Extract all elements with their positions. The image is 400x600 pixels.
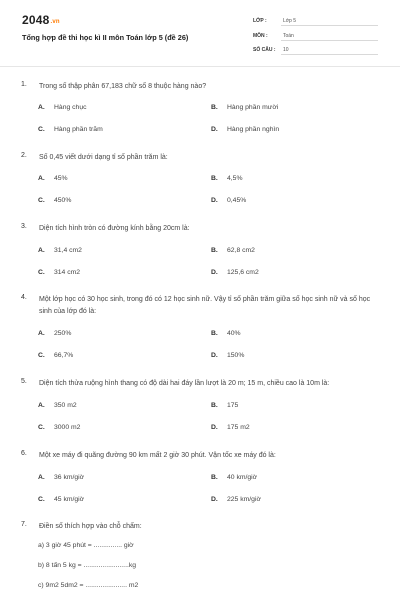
option-text: 4,5% [227, 175, 243, 182]
option-label: B. [211, 402, 218, 409]
question-number: 6. [21, 450, 27, 457]
option-text: 45% [54, 175, 68, 182]
document-header [0, 0, 400, 62]
option-c[interactable] [38, 126, 103, 133]
option-c[interactable] [38, 352, 73, 359]
question-text: Diện tích thửa ruộng hình thang có độ dài hai đáy lần lượt là 20 m; 15 m, chiều cao là 10m là: [39, 380, 330, 387]
option-text: Hàng phần mười [227, 104, 279, 111]
meta-value: Lớp 5 [283, 18, 297, 24]
option-label: B. [211, 104, 218, 111]
option-c[interactable] [38, 424, 80, 431]
page-title: Tổng hợp đề thi học kì II môn Toán lớp 5 (đề 26) [22, 33, 189, 42]
option-text: 450% [54, 197, 72, 204]
option-text: 45 km/giờ [54, 496, 85, 503]
question-number: 3. [21, 223, 27, 230]
question-text: Điền số thích hợp vào chỗ chấm: [39, 523, 142, 530]
fill-in-item-a: a) 3 giờ 45 phút = ............... giờ [38, 542, 134, 549]
option-label: C. [38, 197, 45, 204]
option-text: Hàng chục [54, 104, 87, 111]
option-label: D. [211, 496, 218, 503]
option-a[interactable] [38, 330, 71, 337]
option-label: C. [38, 126, 45, 133]
option-b[interactable] [211, 175, 243, 182]
option-d[interactable] [211, 496, 261, 503]
option-d[interactable] [211, 197, 246, 204]
question-text: Diện tích hình tròn có đường kính bằng 20cm là: [39, 225, 190, 232]
option-text: 225 km/giờ [227, 496, 261, 503]
question-text: Một xe máy đi quãng đường 90 km mất 2 giờ 30 phút. Vận tốc xe máy đó là: [39, 452, 276, 459]
option-text: 66,7% [54, 352, 74, 359]
question-number: 1. [21, 81, 27, 88]
option-label: D. [211, 424, 218, 431]
option-d[interactable] [211, 269, 259, 276]
question-number: 2. [21, 152, 27, 159]
logo-tld: .vn [50, 19, 60, 25]
option-text: 3000 m2 [54, 424, 81, 431]
option-text: 150% [227, 352, 245, 359]
meta-value: 10 [283, 47, 289, 53]
option-label: D. [211, 269, 218, 276]
option-label: C. [38, 269, 45, 276]
site-logo[interactable] [22, 13, 60, 27]
option-c[interactable] [38, 496, 84, 503]
option-c[interactable] [38, 197, 71, 204]
option-c[interactable] [38, 269, 80, 276]
option-b[interactable] [211, 402, 238, 409]
logo-text: 2048 [22, 13, 50, 27]
meta-underline [281, 54, 378, 55]
option-text: 250% [54, 330, 72, 337]
meta-label: LỚP : [253, 18, 267, 24]
option-d[interactable] [211, 352, 244, 359]
fill-in-item-c: c) 9m2 5dm2 = ...................... m2 [38, 582, 139, 589]
option-text: Hàng phần nghìn [227, 126, 280, 133]
option-b[interactable] [211, 330, 241, 337]
option-d[interactable] [211, 126, 279, 133]
question-text: Một lớp học có 30 học sinh, trong đó có 12 học sinh nữ. Vậy tỉ số phần trăm giữa số học sinh nữ và số học sinh của lớp đó là: [39, 296, 371, 315]
option-text: 350 m2 [54, 402, 77, 409]
option-text: 62,8 cm2 [227, 247, 255, 254]
option-text: Hàng phần trăm [54, 126, 103, 133]
meta-label: SỐ CÂU : [253, 47, 276, 53]
option-label: B. [211, 330, 218, 337]
option-text: 125,6 cm2 [227, 269, 259, 276]
option-a[interactable] [38, 247, 82, 254]
option-label: A. [38, 402, 45, 409]
option-text: 40 km/giờ [227, 474, 258, 481]
fill-in-item-b: b) 8 tấn 5 kg = ........................kg [38, 562, 137, 569]
option-label: B. [211, 175, 218, 182]
option-label: D. [211, 352, 218, 359]
option-label: C. [38, 496, 45, 503]
option-text: 314 cm2 [54, 269, 81, 276]
option-text: 0,45% [227, 197, 247, 204]
option-label: C. [38, 352, 45, 359]
option-text: 175 m2 [227, 424, 250, 431]
header-divider [0, 66, 400, 67]
option-label: A. [38, 247, 45, 254]
option-label: A. [38, 104, 45, 111]
option-b[interactable] [211, 247, 255, 254]
meta-underline [281, 25, 378, 26]
meta-value: Toán [283, 33, 294, 39]
question-text: Trong số thập phân 67,183 chữ số 8 thuộc hàng nào? [39, 83, 207, 90]
question-number: 4. [21, 294, 27, 301]
meta-underline [281, 40, 378, 41]
option-a[interactable] [38, 104, 87, 111]
option-b[interactable] [211, 474, 257, 481]
option-label: C. [38, 424, 45, 431]
option-a[interactable] [38, 474, 84, 481]
option-a[interactable] [38, 175, 68, 182]
option-label: D. [211, 197, 218, 204]
option-text: 36 km/giờ [54, 474, 85, 481]
option-label: A. [38, 175, 45, 182]
option-label: A. [38, 330, 45, 337]
question-text: Số 0,45 viết dưới dạng tỉ số phần trăm là: [39, 154, 168, 161]
option-label: B. [211, 474, 218, 481]
option-text: 175 [227, 402, 239, 409]
option-a[interactable] [38, 402, 77, 409]
option-text: 40% [227, 330, 241, 337]
question-number: 5. [21, 378, 27, 385]
meta-label: MÔN : [253, 33, 268, 39]
option-label: B. [211, 247, 218, 254]
option-label: D. [211, 126, 218, 133]
option-label: A. [38, 474, 45, 481]
option-b[interactable] [211, 104, 278, 111]
option-text: 31,4 cm2 [54, 247, 82, 254]
question-number: 7. [21, 521, 27, 528]
option-d[interactable] [211, 424, 250, 431]
